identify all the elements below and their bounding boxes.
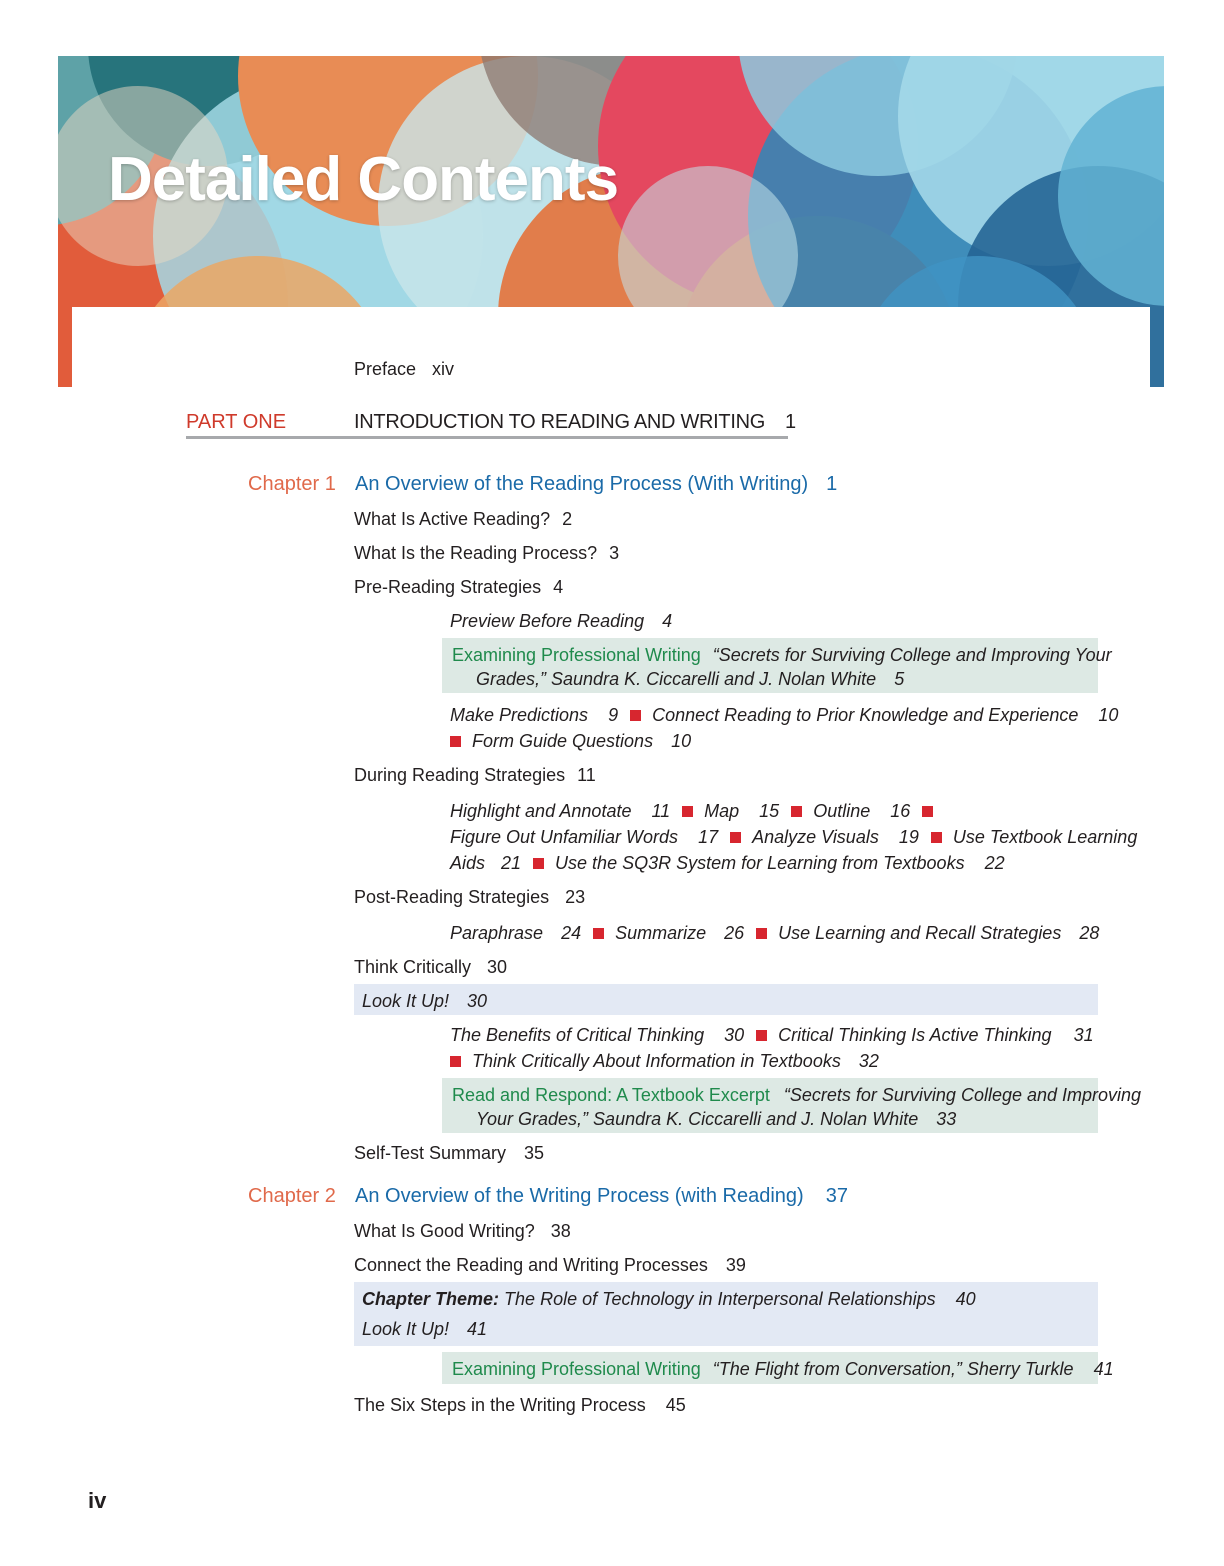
- bullet-square-icon: [450, 736, 461, 747]
- entry-title: Think Critically: [354, 957, 472, 977]
- entry-title: Summarize: [615, 923, 707, 943]
- entry-page: 10: [1098, 705, 1119, 725]
- entry-title: The Benefits of Critical Thinking: [450, 1025, 705, 1045]
- feature-line: [452, 644, 1112, 666]
- entry-title: What Is Active Reading?: [354, 509, 551, 529]
- entry-page: 3: [609, 543, 620, 563]
- feature-title-cont: Grades,” Saundra K. Ciccarelli and J. Nolan White: [476, 669, 877, 689]
- toc-subentry-run: [450, 704, 1118, 726]
- chapter-1-title: An Overview of the Reading Process (With Writing): [355, 473, 809, 495]
- chapter-2-page: 37: [825, 1185, 848, 1207]
- entry-title: Connect Reading to Prior Knowledge and Experience: [652, 705, 1079, 725]
- feature-label: Chapter Theme:: [362, 1289, 500, 1309]
- part-title: INTRODUCTION TO READING AND WRITING: [354, 411, 765, 433]
- toc-entry: [354, 956, 507, 978]
- entry-page: 35: [524, 1143, 545, 1163]
- entry-page: 11: [577, 765, 596, 785]
- entry-title: Connect the Reading and Writing Processes: [354, 1255, 708, 1275]
- page-number: iv: [88, 1488, 107, 1513]
- feature-label: Examining Professional Writing: [452, 645, 701, 665]
- entry-page: 21: [501, 853, 522, 873]
- feature-line: [362, 1288, 976, 1310]
- chapter-2-label: Chapter 2: [248, 1185, 336, 1207]
- toc-entry: [354, 886, 585, 908]
- preface-entry: [354, 358, 454, 380]
- toc-subentry-run: [450, 922, 1099, 944]
- entry-page: 4: [553, 577, 564, 597]
- entry-page: 5: [894, 669, 905, 689]
- bullet-square-icon: [756, 1030, 767, 1041]
- entry-page: 41: [1093, 1359, 1114, 1379]
- toc-subentry-run: [450, 1024, 1094, 1046]
- toc-entry: [354, 1254, 746, 1276]
- toc-subentry-run: [438, 730, 691, 752]
- entry-title: Think Critically About Information in Textbooks: [472, 1051, 841, 1071]
- part-title-entry: [354, 410, 796, 434]
- entry-page: 15: [759, 801, 780, 821]
- entry-page: 39: [725, 1255, 746, 1275]
- entry-title: Outline: [813, 801, 871, 821]
- feature-line: [452, 1358, 1114, 1380]
- entry-page: 30: [467, 991, 488, 1011]
- entry-title: Preview Before Reading: [450, 611, 645, 631]
- bullet-square-icon: [630, 710, 641, 721]
- entry-page: 9: [608, 705, 619, 725]
- entry-title: Analyze Visuals: [752, 827, 879, 847]
- entry-page: 19: [898, 827, 919, 847]
- toc-subentry-run: [450, 800, 944, 822]
- bullet-square-icon: [730, 832, 741, 843]
- entry-page: 31: [1073, 1025, 1094, 1045]
- bullet-square-icon: [756, 928, 767, 939]
- toc-entry: [354, 1394, 686, 1416]
- entry-title: Use Learning and Recall Strategies: [778, 923, 1062, 943]
- toc-entry: [354, 542, 619, 564]
- toc-subentry-run: [438, 1050, 879, 1072]
- part-page: 1: [785, 411, 796, 433]
- content-panel: [72, 307, 1150, 397]
- bullet-square-icon: [533, 858, 544, 869]
- entry-title: Highlight and Annotate: [450, 801, 632, 821]
- entry-page: 30: [487, 957, 508, 977]
- entry-title: Paraphrase: [450, 923, 544, 943]
- toc-entry: [354, 1220, 571, 1242]
- entry-page: 4: [662, 611, 673, 631]
- toc-entry: [354, 1142, 544, 1164]
- feature-title-cont: Your Grades,” Saundra K. Ciccarelli and J. Nolan White: [476, 1109, 919, 1129]
- entry-page: 10: [671, 731, 692, 751]
- feature-line: [476, 1108, 956, 1130]
- chapter-2-title: An Overview of the Writing Process (with Reading): [355, 1185, 804, 1207]
- chapter-1-page: 1: [826, 473, 838, 495]
- entry-title: Look It Up!: [362, 991, 450, 1011]
- entry-page: 11: [651, 801, 671, 821]
- entry-title: Figure Out Unfamiliar Words: [450, 827, 679, 847]
- entry-page: 41: [467, 1319, 488, 1339]
- entry-title: During Reading Strategies: [354, 765, 566, 785]
- entry-page: 32: [858, 1051, 879, 1071]
- chapter-2-title-entry: [355, 1184, 848, 1208]
- entry-title: Use the SQ3R System for Learning from Textbooks: [555, 853, 965, 873]
- part-rule: [186, 436, 788, 439]
- feature-title: “Secrets for Surviving College and Improving Your: [712, 645, 1112, 665]
- page-title: Detailed Contents: [108, 145, 619, 214]
- toc-subentry-run: [450, 852, 1005, 874]
- entry-title: Post-Reading Strategies: [354, 887, 550, 907]
- feature-line: [362, 1318, 487, 1340]
- bullet-square-icon: [593, 928, 604, 939]
- entry-page: 28: [1079, 923, 1100, 943]
- entry-page: 45: [665, 1395, 686, 1415]
- entry-page: 17: [698, 827, 719, 847]
- entry-title: Critical Thinking Is Active Thinking: [778, 1025, 1052, 1045]
- entry-title: What Is Good Writing?: [354, 1221, 535, 1241]
- entry-title: The Six Steps in the Writing Process: [354, 1395, 646, 1415]
- preface-label: Preface: [354, 359, 417, 379]
- toc-subentry-run: [450, 826, 1137, 848]
- feature-label: Examining Professional Writing: [452, 1359, 701, 1379]
- chapter-1-label: Chapter 1: [248, 473, 336, 495]
- entry-title: Look It Up!: [362, 1319, 450, 1339]
- feature-title: The Role of Technology in Interpersonal Relationships: [504, 1289, 936, 1309]
- entry-page: 38: [550, 1221, 571, 1241]
- entry-title: Self-Test Summary: [354, 1143, 507, 1163]
- toc-entry: [354, 764, 596, 786]
- entry-title: Map: [704, 801, 740, 821]
- entry-title: Make Predictions: [450, 705, 589, 725]
- entry-title: Use Textbook Learning: [952, 827, 1138, 847]
- feature-line: [362, 990, 487, 1012]
- entry-page: 16: [890, 801, 911, 821]
- entry-page: 26: [724, 923, 745, 943]
- toc-subentry: [450, 610, 672, 632]
- feature-title: “Secrets for Surviving College and Improving: [783, 1085, 1142, 1105]
- feature-label: Read and Respond: A Textbook Excerpt: [452, 1085, 770, 1105]
- feature-line: [476, 668, 904, 690]
- bullet-square-icon: [791, 806, 802, 817]
- feature-line: [452, 1084, 1141, 1106]
- feature-title: “The Flight from Conversation,” Sherry Turkle: [712, 1359, 1074, 1379]
- bullet-square-icon: [682, 806, 693, 817]
- entry-page: 24: [561, 923, 582, 943]
- bullet-square-icon: [450, 1056, 461, 1067]
- entry-page: 33: [936, 1109, 957, 1129]
- chapter-1-title-entry: [355, 472, 837, 496]
- part-label: PART ONE: [186, 411, 287, 433]
- entry-page: 30: [724, 1025, 745, 1045]
- toc-entry: [354, 508, 572, 530]
- entry-title: Pre-Reading Strategies: [354, 577, 542, 597]
- bullet-square-icon: [931, 832, 942, 843]
- entry-title: What Is the Reading Process?: [354, 543, 598, 563]
- entry-page: 22: [984, 853, 1005, 873]
- entry-page: 23: [565, 887, 586, 907]
- toc-entry: [354, 576, 563, 598]
- entry-title-cont: Aids: [450, 853, 486, 873]
- entry-title: Form Guide Questions: [472, 731, 654, 751]
- bullet-square-icon: [922, 806, 933, 817]
- preface-page: xiv: [432, 359, 455, 379]
- entry-page: 40: [955, 1289, 976, 1309]
- entry-page: 2: [562, 509, 573, 529]
